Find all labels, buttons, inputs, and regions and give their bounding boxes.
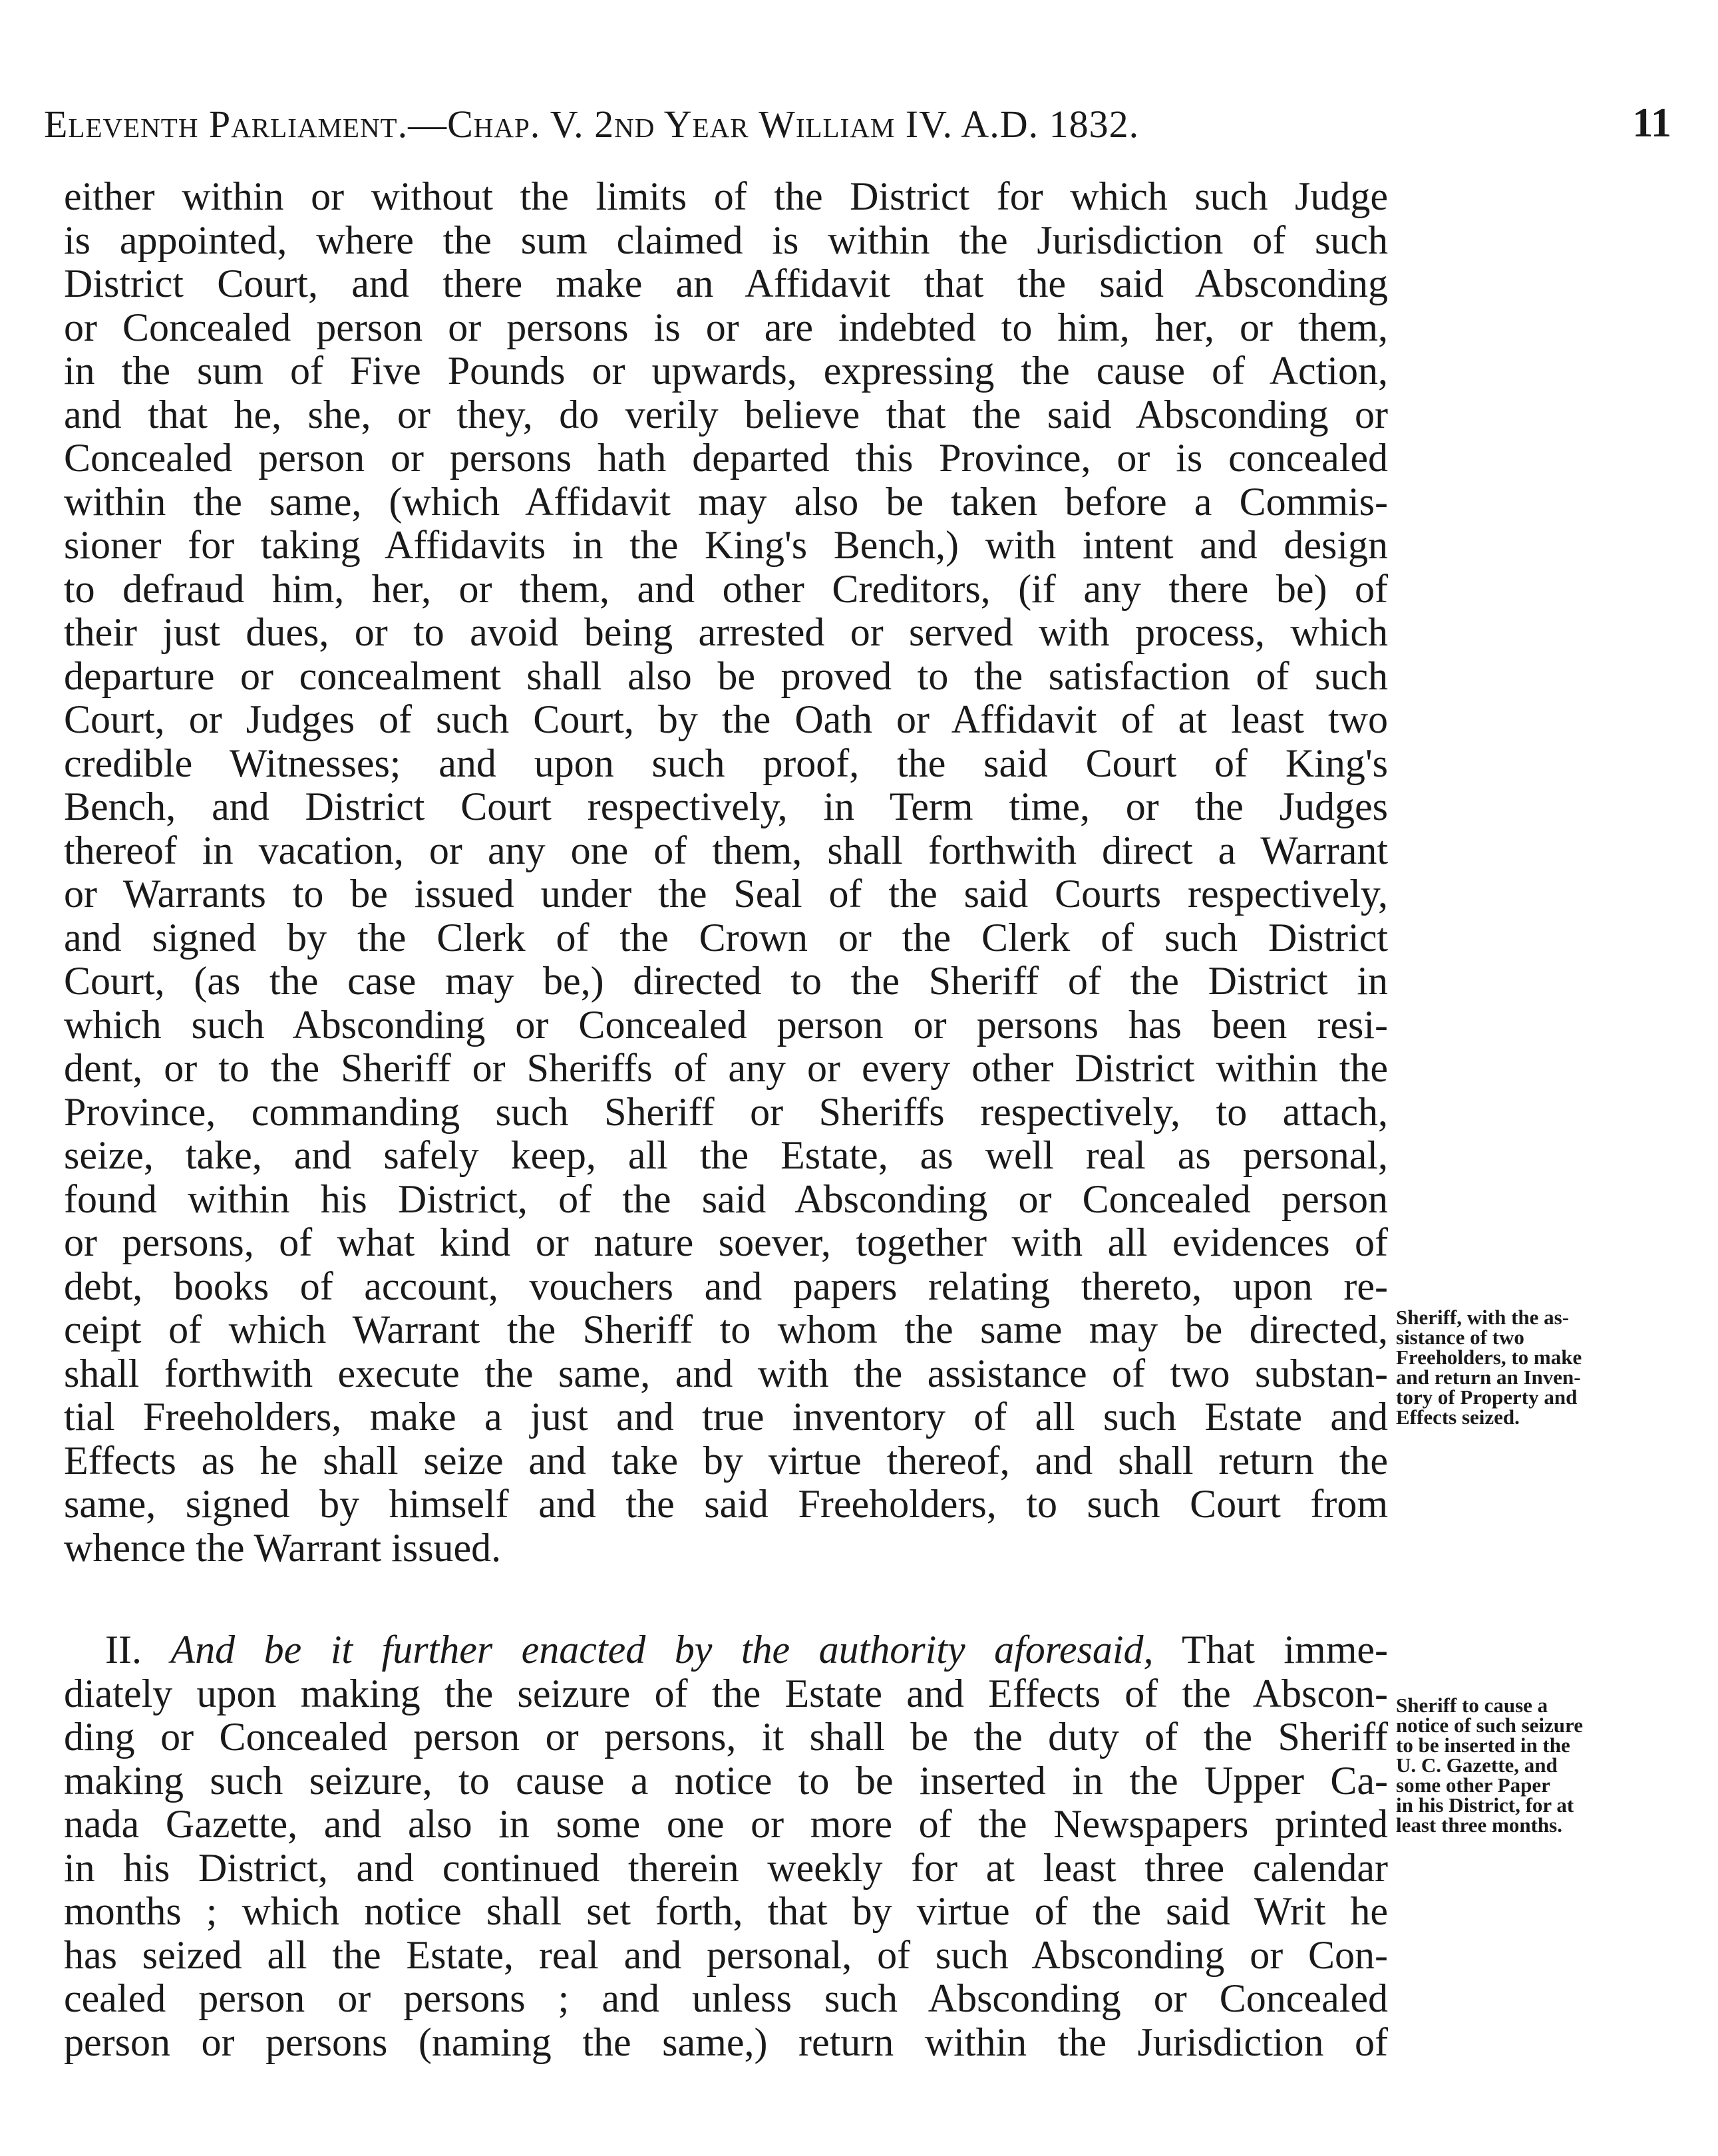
text-line: has seized all the Estate, real and personal, of such Absconding or Con-: [64, 1932, 1388, 1977]
marginal-note-line: notice of such seizure: [1396, 1713, 1583, 1737]
marginal-note-sheriff-notice: [1396, 1696, 1675, 1835]
text-line: within the same, (which Affidavit may also be taken before a Commis-: [64, 479, 1388, 524]
text-line: which such Absconding or Concealed person or persons has been resi-: [64, 1002, 1388, 1047]
text-line: ceipt of which Warrant the Sheriff to whom the same may be directed,: [64, 1308, 1388, 1351]
section-number: II.: [105, 1628, 142, 1672]
page-number: 11: [1632, 100, 1671, 146]
text-line: their just dues, or to avoid being arrested or served with process, which: [64, 610, 1388, 654]
marginal-note-line: to be inserted in the: [1396, 1733, 1570, 1757]
text-line: District Court, and there make an Affidavit that the said Absconding: [64, 262, 1388, 305]
text-line: sioner for taking Affidavits in the King's Bench,) with intent and design: [64, 523, 1388, 567]
text-line: in his District, and continued therein weekly for at least three calendar: [64, 1845, 1388, 1890]
section-ii: [64, 1628, 1388, 2064]
text-line: tial Freeholders, make a just and true inventory of all such Estate and: [64, 1395, 1388, 1439]
text-line: diately upon making the seizure of the Estate and Effects of the Abscon-: [64, 1671, 1388, 1715]
text-line: same, signed by himself and the said Freeholders, to such Court from: [64, 1482, 1388, 1526]
text-line: or persons, of what kind or nature soever, together with all evidences of: [64, 1220, 1388, 1264]
marginal-note-line: sistance of two: [1396, 1326, 1524, 1349]
text-line: credible Witnesses; and upon such proof, the said Court of King's: [64, 741, 1388, 785]
enacting-clause: And be it further enacted by the authority aforesaid,: [170, 1628, 1154, 1672]
marginal-note-line: Sheriff, with the as-: [1396, 1306, 1570, 1329]
text-line: or Warrants to be issued under the Seal of the said Courts respectively,: [64, 872, 1388, 916]
running-head: Eleventh Parliament.—Chap. V. 2nd Year William IV. A.D. 1832.: [44, 102, 1140, 146]
marginal-note-line: U. C. Gazette, and: [1396, 1753, 1558, 1777]
text-line: or Concealed person or persons is or are indebted to him, her, or them,: [64, 305, 1388, 349]
text-line: thereof in vacation, or any one of them, shall forthwith direct a Warrant: [64, 828, 1388, 872]
text-fragment: That imme-: [1181, 1628, 1389, 1672]
text-line: nada Gazette, and also in some one or more of the Newspapers printed: [64, 1802, 1388, 1846]
text-line: Court, or Judges of such Court, by the Oath or Affidavit of at least two: [64, 697, 1388, 741]
marginal-note-line: Freeholders, to make: [1396, 1346, 1582, 1369]
text-line: Province, commanding such Sheriff or Sheriffs respectively, to attach,: [64, 1089, 1388, 1134]
text-line: Court, (as the case may be,) directed to the Sheriff of the District in: [64, 959, 1388, 1003]
marginal-note-line: tory of Property and: [1396, 1385, 1578, 1409]
text-line: shall forthwith execute the same, and with the assistance of two substan-: [64, 1351, 1388, 1395]
marginal-note-line: and return an Inven-: [1396, 1365, 1581, 1389]
text-line: Bench, and District Court respectively, in Term time, or the Judges: [64, 785, 1388, 828]
text-line: whence the Warrant issued.: [64, 1525, 502, 1570]
marginal-note-line: Effects seized.: [1396, 1405, 1520, 1429]
text-line: dent, or to the Sheriff or Sheriffs of any or every other District within the: [64, 1046, 1388, 1090]
marginal-note-line: some other Paper: [1396, 1773, 1550, 1797]
text-line: Concealed person or persons hath departed this Province, or is concealed: [64, 436, 1388, 480]
section-heading-line: [64, 1628, 1388, 1672]
text-line: and signed by the Clerk of the Crown or the Clerk of such District: [64, 915, 1388, 960]
text-line: debt, books of account, vouchers and papers relating thereto, upon re-: [64, 1264, 1388, 1308]
section-i-continuation: [64, 175, 1388, 1570]
text-line: departure or concealment shall also be proved to the satisfaction of such: [64, 653, 1388, 698]
text-line: seize, take, and safely keep, all the Estate, as well real as personal,: [64, 1133, 1388, 1177]
text-line: cealed person or persons ; and unless such Absconding or Concealed: [64, 1976, 1388, 2020]
marginal-note-line: least three months.: [1396, 1813, 1562, 1837]
text-line: is appointed, where the sum claimed is within the Jurisdiction of such: [64, 218, 1388, 262]
text-line: in the sum of Five Pounds or upwards, expressing the cause of Action,: [64, 349, 1388, 393]
text-line: person or persons (naming the same,) return within the Jurisdiction of: [64, 2020, 1388, 2064]
text-line: found within his District, of the said Absconding or Concealed person: [64, 1176, 1388, 1221]
text-line: making such seizure, to cause a notice to be inserted in the Upper Ca-: [64, 1758, 1388, 1803]
marginal-note-line: Sheriff to cause a: [1396, 1694, 1548, 1717]
text-line: either within or without the limits of the District for which such Judge: [64, 174, 1388, 218]
marginal-note-sheriff-inventory: [1396, 1308, 1675, 1427]
marginal-note-line: in his District, for at: [1396, 1793, 1574, 1817]
text-line: to defraud him, her, or them, and other Creditors, (if any there be) of: [64, 566, 1388, 611]
text-line: and that he, she, or they, do verily believe that the said Absconding or: [64, 392, 1388, 437]
text-line: months ; which notice shall set forth, that by virtue of the said Writ he: [64, 1889, 1388, 1933]
text-line: ding or Concealed person or persons, it shall be the duty of the Sheriff: [64, 1715, 1388, 1759]
text-line: Effects as he shall seize and take by virtue thereof, and shall return the: [64, 1438, 1388, 1483]
